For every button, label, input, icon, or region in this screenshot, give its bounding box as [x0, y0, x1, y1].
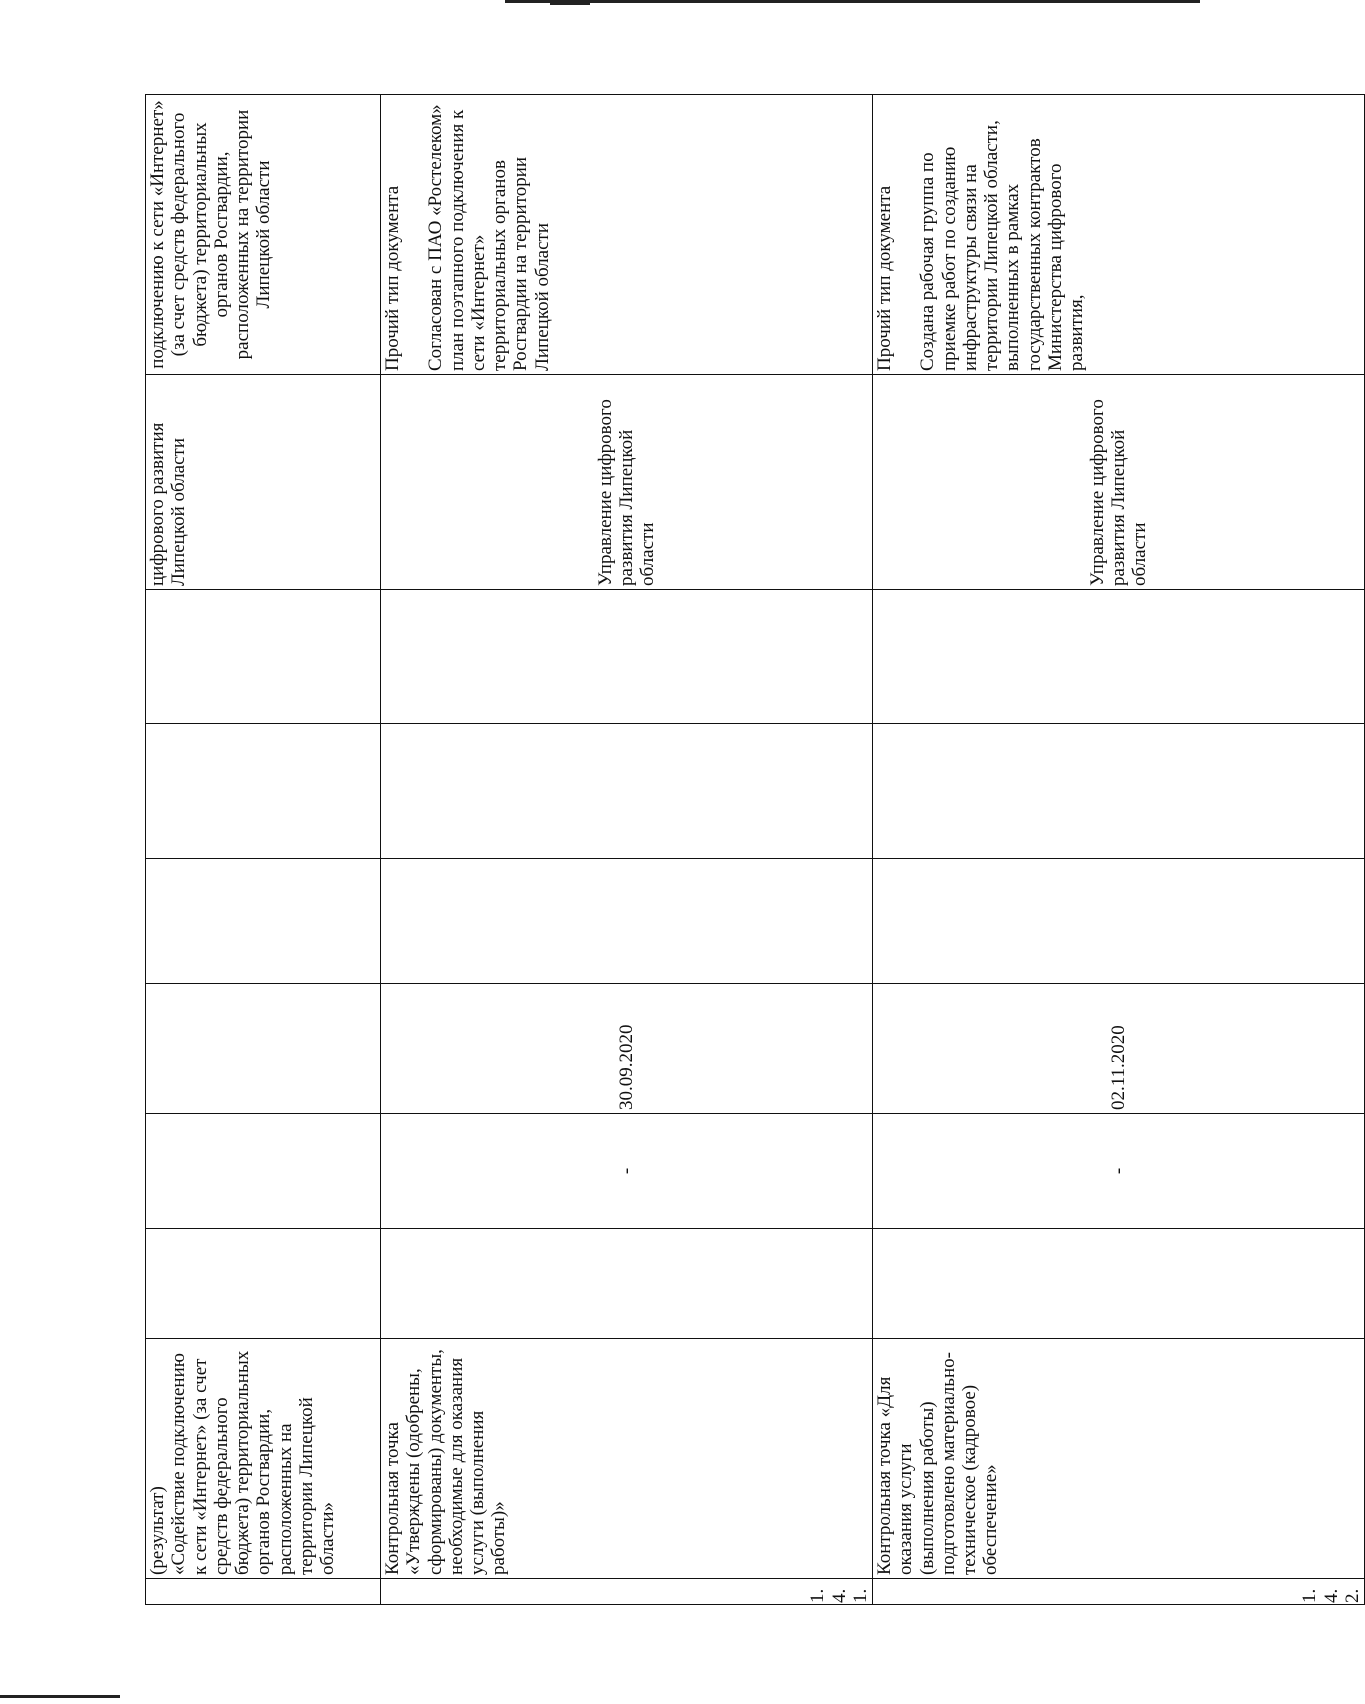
control-point-name: Контрольная точка «Утверждены (одобрены, сформированы) документы, необходимые для оказания услуги (выполнения работы)» — [381, 1339, 873, 1579]
empty-cell — [146, 724, 381, 859]
date-start-cell — [146, 1229, 381, 1339]
control-point-name: Контрольная точка «Для оказания услуги (выполнения работы) подготовлено материально-техническое (кадровое) обеспечение» — [873, 1339, 1365, 1579]
table-row — [146, 95, 381, 1605]
empty-cell — [873, 859, 1365, 984]
document-description: Согласован с ПАО «Ростелеком» план поэтапного подключения к сети «Интернет» территориальных органов Росгвардии на территории Липецкой области — [425, 104, 553, 371]
document-cell — [873, 95, 1365, 375]
scan-edge-mark-top — [505, 0, 1200, 3]
responsible-cell: Управление цифрового развития Липецкой области — [381, 375, 873, 590]
empty-cell — [873, 590, 1365, 724]
empty-cell — [381, 859, 873, 984]
date-cell — [146, 984, 381, 1114]
empty-cell — [146, 859, 381, 984]
date-start-cell — [873, 1229, 1365, 1339]
dash-cell: - — [873, 1114, 1365, 1229]
document-type: Прочий тип документа — [874, 185, 896, 371]
control-point-name: (результат) «Содействие подключению к сети «Интернет» (за счет средств федерального бюджета) территориальных органов Росгвардии, расположенных на территории Липецкой области» — [146, 1339, 381, 1579]
document-description: Создана рабочая группа по приемке работ по созданию инфраструктуры связи на территории Липецкой области, выполненных в рамках государственных контрактов Министерства цифрового развития, — [917, 120, 1088, 371]
date-cell: 02.11.2020 — [873, 984, 1365, 1114]
date-start-cell — [381, 1229, 873, 1339]
responsible-cell: Управление цифрового развития Липецкой области — [873, 375, 1365, 590]
document-cell — [146, 95, 381, 375]
responsible-cell: цифрового развития Липецкой области — [146, 375, 381, 590]
row-number: 1.4.1. — [381, 1579, 873, 1605]
scan-edge-mark-top-thick — [550, 0, 590, 5]
document-type: Прочий тип документа — [382, 185, 403, 371]
dash-cell: - — [381, 1114, 873, 1229]
scan-edge-mark-bottom — [0, 1695, 120, 1698]
empty-cell — [381, 590, 873, 724]
row-number — [146, 1579, 381, 1605]
empty-cell — [146, 590, 381, 724]
document-page — [145, 95, 1363, 1605]
document-description: подключению к сети «Интернет» (за счет средств федерального бюджета) территориальных органов Росгвардии, расположенных на территории Липецкой области — [147, 100, 275, 369]
empty-cell — [381, 724, 873, 859]
table-row — [381, 95, 873, 1605]
date-cell: 30.09.2020 — [381, 984, 873, 1114]
row-number: 1.4.2. — [873, 1579, 1365, 1605]
empty-cell — [873, 724, 1365, 859]
dash-cell — [146, 1114, 381, 1229]
document-cell — [381, 95, 873, 375]
table-row — [873, 95, 1365, 1605]
plan-table — [145, 94, 1365, 1605]
